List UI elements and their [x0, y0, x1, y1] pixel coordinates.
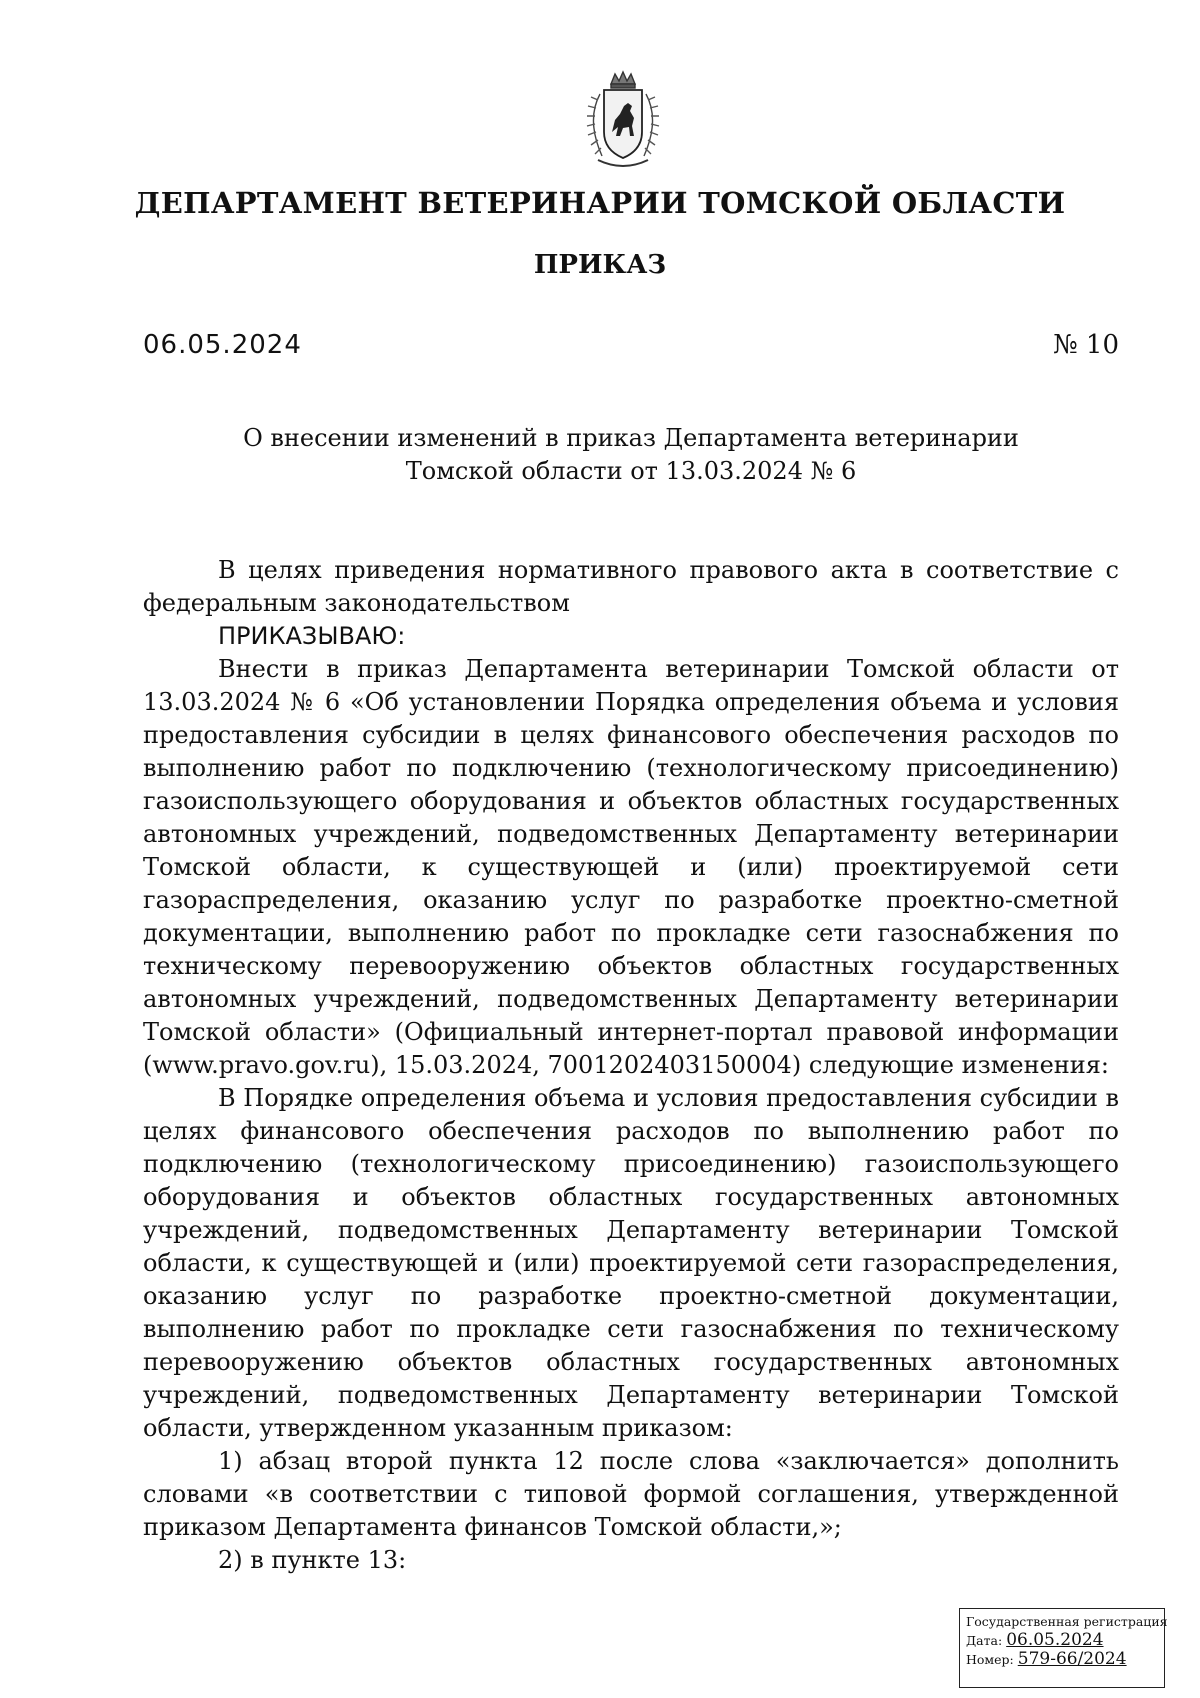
subject-line-1: О внесении изменений в приказ Департамента ветеринарии	[243, 424, 1019, 452]
body-paragraph-1: Внести в приказ Департамента ветеринарии Томской области от 13.03.2024 № 6 «Об установлении Порядка определения объема и условия предоставления субсидии в целях финансового обеспечения расходов по выполнению работ по подключению (технологическому присоединению) газоиспользующего оборудования и объектов областных государственных автономных учреждений, подведомственных Департаменту ветеринарии Томской области, к существующей и (или) проектируемой сети газораспределения, оказанию услуг по разработке проектно-сметной документации, выполнению работ по прокладке сети газоснабжения по техническому перевооружению объектов областных государственных автономных учреждений, подведомственных Департаменту ветеринарии Томской области» (Официальный интернет-портал правовой информации (www.pravo.gov.ru), 15.03.2024, 7001202403150004) следующие изменения:	[143, 655, 1119, 1079]
coat-of-arms-icon	[568, 70, 678, 176]
preamble-paragraph: В целях приведения нормативного правового акта в соответствие с федеральным законодательством	[143, 556, 1119, 617]
stamp-date-value: 06.05.2024	[1006, 1630, 1104, 1650]
body-paragraph-2: В Порядке определения объема и условия предоставления субсидии в целях финансового обеспечения расходов по выполнению работ по подключению (технологическому присоединению) газоиспользующего оборудования и объектов областных государственных автономных учреждений, подведомственных Департаменту ветеринарии Томской области, к существующей и (или) проектируемой сети газораспределения, оказанию услуг по разработке проектно-сметной документации, выполнению работ по прокладке сети газоснабжения по техническому перевооружению объектов областных государственных автономных учреждений, подведомственных Департаменту ветеринарии Томской области, утвержденном указанным приказом:	[143, 1084, 1119, 1442]
stamp-title: Государственная регистрация	[966, 1614, 1168, 1629]
stamp-date-label: Дата:	[966, 1633, 1003, 1648]
organization-name: ДЕПАРТАМЕНТ ВЕТЕРИНАРИИ ТОМСКОЙ ОБЛАСТИ	[134, 186, 1066, 220]
order-subject	[143, 422, 1119, 488]
order-body	[143, 554, 1119, 1577]
order-word: ПРИКАЗЫВАЮ:	[218, 622, 406, 650]
list-item-2: 2) в пункте 13:	[218, 1546, 407, 1574]
stamp-number-label: Номер:	[966, 1652, 1014, 1667]
order-date: 06.05.2024	[143, 330, 302, 360]
registration-stamp	[959, 1608, 1168, 1688]
subject-line-2: Томской области от 13.03.2024 № 6	[405, 457, 857, 485]
stamp-number-value: 579-66/2024	[1017, 1649, 1127, 1669]
list-item-1: 1) абзац второй пункта 12 после слова «заключается» дополнить словами «в соответствии с типовой формой соглашения, утвержденной приказом Департамента финансов Томской области,»;	[143, 1447, 1119, 1541]
order-number: № 10	[1053, 330, 1119, 360]
document-type: ПРИКАЗ	[533, 250, 667, 280]
